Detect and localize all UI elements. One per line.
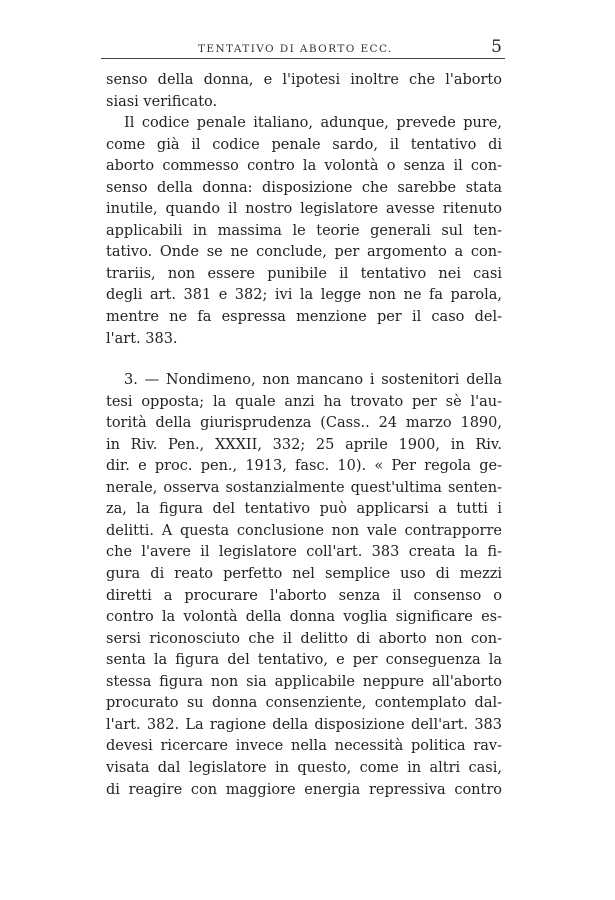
text-line: dir. e proc. pen., 1913, fasc. 10). « Per regola ge-: [106, 458, 502, 475]
body-text: [106, 70, 502, 801]
text-line: degli art. 381 e 382; ivi la legge non ne fa parola,: [106, 287, 502, 304]
text-line: contro la volontà della donna voglia significare es-: [106, 609, 502, 626]
text-line: devesi ricercare invece nella necessità politica rav-: [106, 738, 502, 755]
text-line: inutile, quando il nostro legislatore avesse ritenuto: [106, 201, 502, 218]
text-line: l'art. 383.: [106, 330, 178, 347]
paragraph-gap: [106, 350, 502, 370]
text-line: stessa figura non sia applicabile neppure all'aborto: [106, 673, 502, 690]
text-line: za, la figura del tentativo può applicarsi a tutti i: [106, 501, 502, 518]
text-line: trariis, non essere punibile il tentativo nei casi: [106, 265, 502, 282]
text-line: senta la figura del tentativo, e per conseguenza la: [106, 652, 502, 669]
text-line: tesi opposta; la quale anzi ha trovato per sè l'au-: [106, 393, 502, 410]
text-line: come già il codice penale sardo, il tentativo di: [106, 136, 502, 153]
text-line: siasi verificato.: [106, 93, 218, 110]
text-line: gura di reato perfetto nel semplice uso di mezzi: [106, 566, 502, 583]
text-line: senso della donna: disposizione che sarebbe stata: [106, 179, 502, 196]
page-number: 5: [491, 37, 502, 57]
text-line: procurato su donna consenziente, contemplato dal-: [106, 695, 502, 712]
text-line: aborto commesso contro la volontà o senza il con-: [106, 158, 502, 175]
text-line: Il codice penale italiano, adunque, prevede pure,: [124, 115, 502, 132]
text-line: senso della donna, e l'ipotesi inoltre che l'aborto: [106, 72, 502, 88]
text-line: che l'avere il legislatore coll'art. 383 creata la fi-: [106, 544, 502, 561]
running-header: [101, 38, 505, 59]
text-line: l'art. 382. La ragione della disposizione dell'art. 383: [106, 716, 502, 733]
text-line: di reagire con maggiore energia repressiva contro: [106, 781, 502, 798]
running-title: TENTATIVO DI ABORTO ECC.: [198, 43, 393, 55]
text-line: 3. — Nondimeno, non mancano i sostenitori della: [124, 372, 502, 389]
text-line: mentre ne fa espressa menzione per il caso del-: [106, 309, 502, 326]
text-line: nerale, osserva sostanzialmente quest'ultima senten-: [106, 479, 502, 496]
text-line: tativo. Onde se ne conclude, per argomento a con-: [106, 244, 502, 261]
text-line: delitti. A questa conclusione non vale contrapporre: [106, 522, 502, 539]
text-line: diretti a procurare l'aborto senza il consenso o: [106, 587, 502, 604]
text-line: in Riv. Pen., XXXII, 332; 25 aprile 1900, in Riv.: [106, 436, 502, 453]
text-line: visata dal legislatore in questo, come in altri casi,: [106, 759, 502, 776]
text-line: applicabili in massima le teorie generali sul ten-: [106, 222, 502, 239]
text-line: torità della giurisprudenza (Cass.. 24 marzo 1890,: [106, 415, 502, 432]
text-line: sersi riconosciuto che il delitto di aborto non con-: [106, 630, 502, 647]
